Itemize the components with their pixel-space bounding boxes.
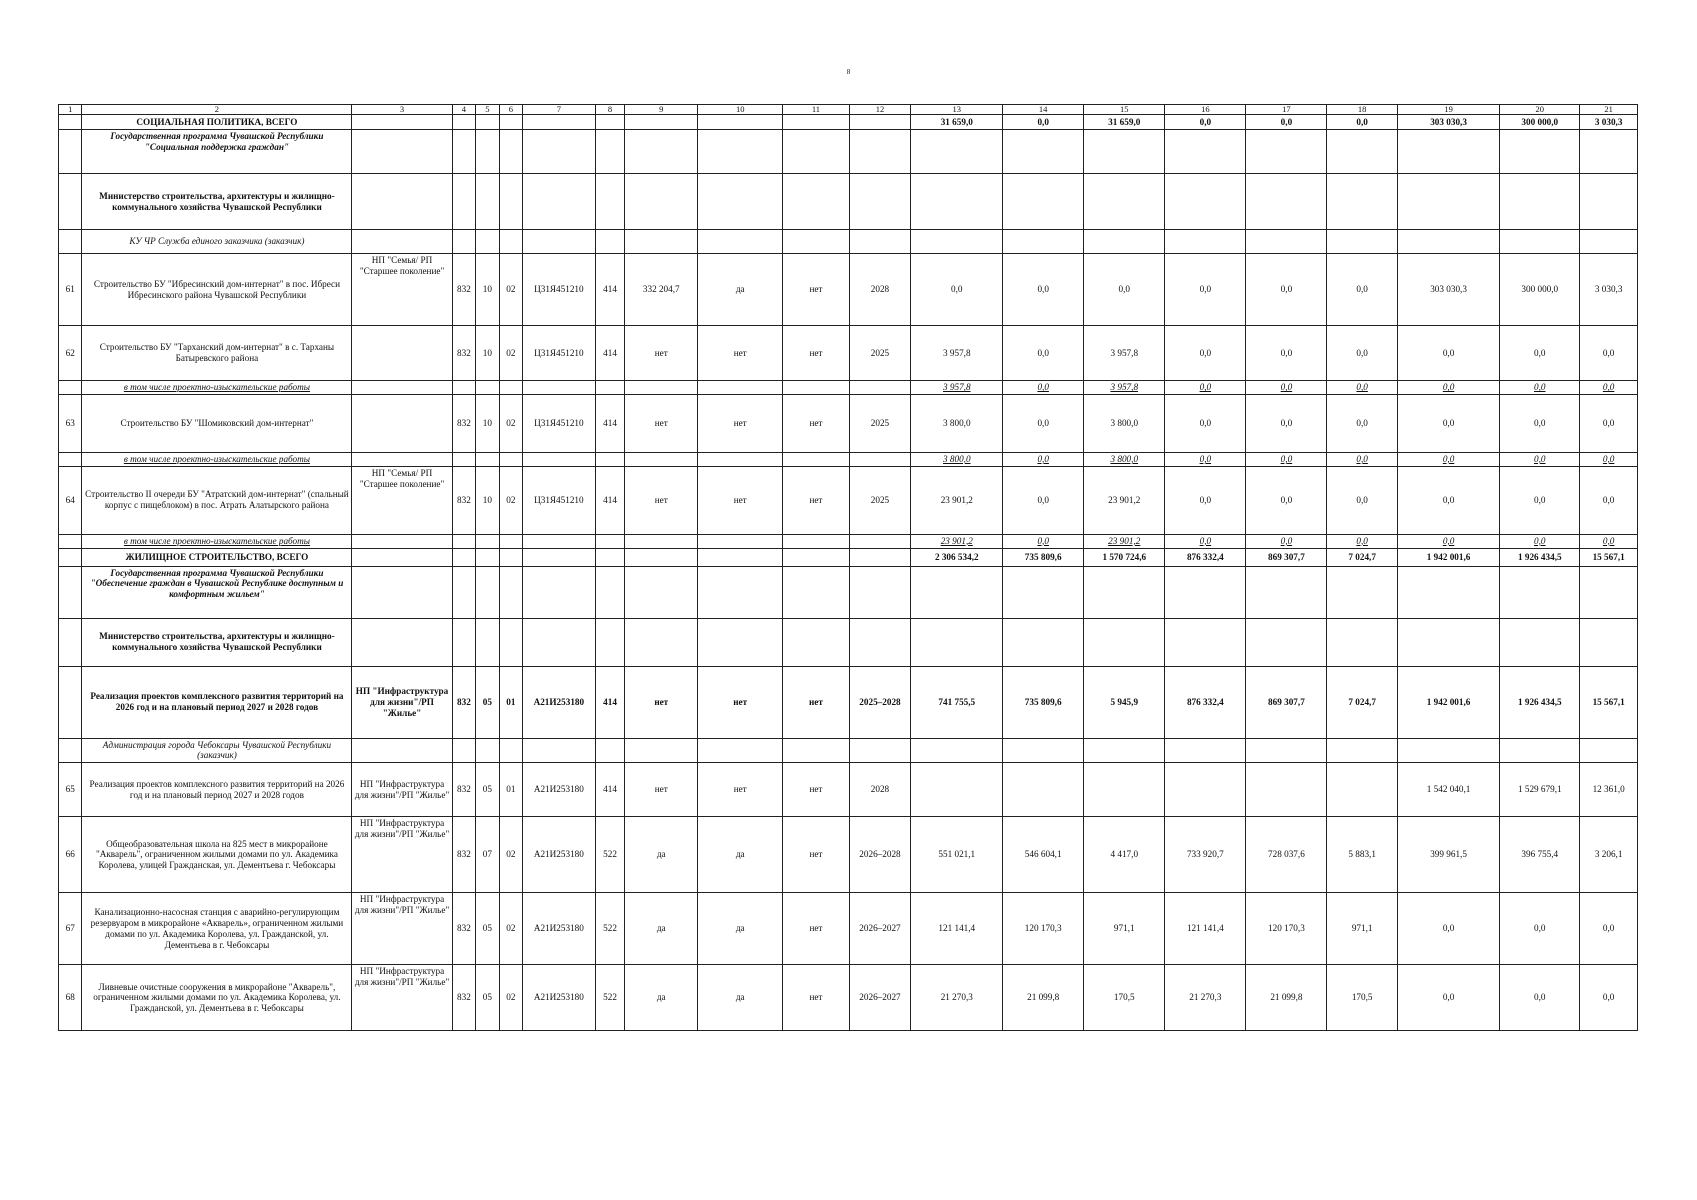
cell: 0,0 [1397, 394, 1499, 452]
col-num: 21 [1580, 105, 1638, 115]
total-value: 31 659,0 [911, 115, 1003, 130]
cell: 832 [452, 326, 475, 381]
object-name: Канализационно-насосная станция с аварийно-регулирующим резервуаром в микрорайоне «Акварель», ограниченном жилыми домами по ул. Академика Королева, ул. Гражданской, ул. Дементьева в г. Чебоксары [82, 893, 352, 965]
cell: 0,0 [1165, 381, 1246, 395]
cell: 546 604,1 [1003, 817, 1084, 893]
cell: 414 [595, 326, 625, 381]
cell: 10 [476, 466, 499, 534]
col-num: 14 [1003, 105, 1084, 115]
ministry-row [59, 618, 1638, 666]
customer-name: КУ ЧР Служба единого заказчика (заказчик) [82, 230, 352, 254]
cell: 7 024,7 [1327, 666, 1397, 738]
cell: 0,0 [1327, 394, 1397, 452]
cell: 2026–2027 [849, 965, 911, 1031]
cell: 0,0 [1397, 452, 1499, 466]
cell: 3 957,8 [911, 381, 1003, 395]
cell: 01 [499, 763, 522, 817]
cell: 02 [499, 893, 522, 965]
cell [1165, 763, 1246, 817]
cell: 02 [499, 326, 522, 381]
cell: А21И253180 [523, 817, 596, 893]
cell: нет [698, 326, 783, 381]
ministry-name: Министерство строительства, архитектуры и жилищно-коммунального хозяйства Чувашской Республики [82, 174, 352, 230]
cell: 414 [595, 466, 625, 534]
cell: 0,0 [1246, 534, 1327, 548]
subrow-label: в том числе проектно-изыскательские работы [82, 534, 352, 548]
cell [1246, 763, 1327, 817]
cell: да [625, 893, 698, 965]
cell: да [625, 965, 698, 1031]
cell: нет [698, 763, 783, 817]
col-num: 3 [352, 105, 452, 115]
cell: 832 [452, 893, 475, 965]
project-name: НП "Инфраструктура для жизни"/РП "Жилье" [352, 666, 452, 738]
investment-table [58, 104, 1638, 1031]
subrow-design-works [59, 452, 1638, 466]
cell: 0,0 [1397, 965, 1499, 1031]
cell: 3 800,0 [1084, 394, 1165, 452]
row-number: 62 [59, 326, 82, 381]
col-num: 4 [452, 105, 475, 115]
cell: 0,0 [1246, 394, 1327, 452]
cell: 120 170,3 [1246, 893, 1327, 965]
program-row [59, 130, 1638, 174]
cell: 0,0 [1165, 452, 1246, 466]
table-row [59, 817, 1638, 893]
total-value: 3 030,3 [1580, 115, 1638, 130]
cell [1327, 763, 1397, 817]
cell: 12 361,0 [1580, 763, 1638, 817]
cell: 2025–2028 [849, 666, 911, 738]
cell [1084, 763, 1165, 817]
total-value: 2 306 534,2 [911, 548, 1003, 566]
project-name: НП "Инфраструктура для жизни"/РП "Жилье" [352, 965, 452, 1031]
col-num: 8 [595, 105, 625, 115]
customer-row [59, 230, 1638, 254]
cell: 23 901,2 [1084, 466, 1165, 534]
cell: да [698, 254, 783, 326]
cell [911, 763, 1003, 817]
project-name: НП "Инфраструктура для жизни"/РП "Жилье" [352, 817, 452, 893]
table-row [59, 326, 1638, 381]
subrow-design-works [59, 381, 1638, 395]
cell: 0,0 [1580, 893, 1638, 965]
subrow-label: в том числе проектно-изыскательские работы [82, 381, 352, 395]
total-value: 1 942 001,6 [1397, 548, 1499, 566]
cell: 0,0 [1246, 452, 1327, 466]
cell: 0,0 [1397, 326, 1499, 381]
row-number: 64 [59, 466, 82, 534]
cell: 832 [452, 817, 475, 893]
cell: нет [783, 666, 849, 738]
cell: 0,0 [1246, 381, 1327, 395]
cell: 0,0 [1500, 965, 1580, 1031]
cell: 522 [595, 965, 625, 1031]
cell: 414 [595, 763, 625, 817]
total-value: 0,0 [1165, 115, 1246, 130]
total-value: 15 567,1 [1580, 548, 1638, 566]
cell: нет [625, 326, 698, 381]
cell: 0,0 [1500, 466, 1580, 534]
project-name: НП "Инфраструктура для жизни"/РП "Жилье" [352, 763, 452, 817]
cell: 0,0 [1500, 394, 1580, 452]
cell: 3 957,8 [1084, 381, 1165, 395]
cell: 2028 [849, 254, 911, 326]
cell: нет [698, 466, 783, 534]
cell: 0,0 [1500, 452, 1580, 466]
cell: 832 [452, 965, 475, 1031]
cell: 0,0 [1003, 326, 1084, 381]
cell: 02 [499, 817, 522, 893]
cell: 0,0 [1003, 381, 1084, 395]
cell: 396 755,4 [1500, 817, 1580, 893]
cell: 0,0 [1580, 394, 1638, 452]
cell [1003, 763, 1084, 817]
cell: 05 [476, 666, 499, 738]
total-value: 735 809,6 [1003, 548, 1084, 566]
cell: нет [783, 254, 849, 326]
cell: 05 [476, 965, 499, 1031]
cell: 02 [499, 394, 522, 452]
cell: 0,0 [1580, 965, 1638, 1031]
col-num: 15 [1084, 105, 1165, 115]
cell: 10 [476, 326, 499, 381]
object-name: Общеобразовательная школа на 825 мест в микрорайоне "Акварель", ограниченном жилыми домами по ул. Академика Королева, улицей Гражданская, ул. Дементьева г. Чебоксары [82, 817, 352, 893]
project-name: НП "Семья/ РП "Старшее поколение" [352, 466, 452, 534]
cell: 0,0 [1327, 326, 1397, 381]
cell: 0,0 [1580, 466, 1638, 534]
row-number: 65 [59, 763, 82, 817]
object-name: Строительство БУ "Тарханский дом-интернат" в с. Тарханы Батыревского района [82, 326, 352, 381]
col-num: 7 [523, 105, 596, 115]
cell: 3 957,8 [1084, 326, 1165, 381]
cell: да [698, 893, 783, 965]
cell: 0,0 [1246, 326, 1327, 381]
cell: 0,0 [1246, 254, 1327, 326]
cell: 869 307,7 [1246, 666, 1327, 738]
cell: нет [625, 763, 698, 817]
table-row [59, 394, 1638, 452]
cell: 735 809,6 [1003, 666, 1084, 738]
cell: 2026–2027 [849, 893, 911, 965]
col-num: 12 [849, 105, 911, 115]
cell: 0,0 [1397, 381, 1499, 395]
object-name: Строительство БУ "Ибресинский дом-интернат" в пос. Ибреси Ибресинского района Чувашской Республики [82, 254, 352, 326]
column-number-row [59, 105, 1638, 115]
col-num: 13 [911, 105, 1003, 115]
program-name: Государственная программа Чувашской Республики "Социальная поддержка граждан" [82, 130, 352, 174]
cell: 0,0 [1580, 534, 1638, 548]
row-number: 67 [59, 893, 82, 965]
table-row [59, 466, 1638, 534]
cell: 733 920,7 [1165, 817, 1246, 893]
table-row [59, 763, 1638, 817]
col-num: 16 [1165, 105, 1246, 115]
total-value: 7 024,7 [1327, 548, 1397, 566]
cell: нет [783, 466, 849, 534]
row-number: 66 [59, 817, 82, 893]
cell: 3 800,0 [911, 452, 1003, 466]
cell: 0,0 [1327, 452, 1397, 466]
cell: 0,0 [1397, 466, 1499, 534]
cell: 0,0 [1003, 452, 1084, 466]
project-name: НП "Инфраструктура для жизни"/РП "Жилье" [352, 893, 452, 965]
cell: 0,0 [1580, 452, 1638, 466]
table-row [59, 666, 1638, 738]
project-name [352, 326, 452, 381]
cell: 121 141,4 [1165, 893, 1246, 965]
cell: 21 270,3 [911, 965, 1003, 1031]
cell: 0,0 [1003, 534, 1084, 548]
object-name: Строительство БУ "Шомиковский дом-интернат" [82, 394, 352, 452]
customer-row [59, 738, 1638, 763]
cell: 1 529 679,1 [1500, 763, 1580, 817]
row-number: 63 [59, 394, 82, 452]
cell: 0,0 [1165, 466, 1246, 534]
cell: 121 141,4 [911, 893, 1003, 965]
cell: А21И253180 [523, 666, 596, 738]
cell: 21 099,8 [1003, 965, 1084, 1031]
cell: 4 417,0 [1084, 817, 1165, 893]
col-num: 17 [1246, 105, 1327, 115]
cell: 0,0 [1165, 534, 1246, 548]
total-value: 300 000,0 [1500, 115, 1580, 130]
cell: 0,0 [1246, 466, 1327, 534]
cell: 05 [476, 893, 499, 965]
cell: 551 021,1 [911, 817, 1003, 893]
cell: 21 270,3 [1165, 965, 1246, 1031]
object-name: Строительство II очереди БУ "Атратский дом-интернат" (спальный корпус с пищеблоком) в пос. Атрать Алатырского района [82, 466, 352, 534]
table-row [59, 254, 1638, 326]
program-name: Государственная программа Чувашской Республики "Обеспечение граждан в Чувашской Республике доступным и комфортным жильем" [82, 566, 352, 618]
col-num: 11 [783, 105, 849, 115]
object-name: Реализация проектов комплексного развития территорий на 2026 год и на плановый период 2027 и 2028 годов [82, 666, 352, 738]
cell: 3 800,0 [911, 394, 1003, 452]
cell: нет [783, 394, 849, 452]
col-num: 20 [1500, 105, 1580, 115]
cell: 0,0 [1003, 254, 1084, 326]
total-value: 876 332,4 [1165, 548, 1246, 566]
col-num: 1 [59, 105, 82, 115]
cell: А21И253180 [523, 763, 596, 817]
col-num: 6 [499, 105, 522, 115]
cell: 0,0 [1580, 381, 1638, 395]
total-value: 0,0 [1246, 115, 1327, 130]
program-row [59, 566, 1638, 618]
project-name [352, 394, 452, 452]
cell: 02 [499, 254, 522, 326]
cell: нет [625, 394, 698, 452]
cell: Ц31Я451210 [523, 466, 596, 534]
cell: 10 [476, 254, 499, 326]
cell: 07 [476, 817, 499, 893]
table-row [59, 965, 1638, 1031]
cell: 0,0 [1327, 534, 1397, 548]
cell: 300 000,0 [1500, 254, 1580, 326]
cell: 3 206,1 [1580, 817, 1638, 893]
cell: 832 [452, 466, 475, 534]
cell: 832 [452, 394, 475, 452]
cell: 971,1 [1084, 893, 1165, 965]
section-title: ЖИЛИЩНОЕ СТРОИТЕЛЬСТВО, ВСЕГО [82, 548, 352, 566]
total-value: 869 307,7 [1246, 548, 1327, 566]
cell: 414 [595, 666, 625, 738]
cell: 02 [499, 466, 522, 534]
cell: 971,1 [1327, 893, 1397, 965]
cell: 0,0 [1500, 326, 1580, 381]
cell: 0,0 [1580, 326, 1638, 381]
cell: 0,0 [1327, 254, 1397, 326]
cell: 0,0 [911, 254, 1003, 326]
cell: 728 037,6 [1246, 817, 1327, 893]
col-num: 19 [1397, 105, 1499, 115]
cell: нет [783, 893, 849, 965]
cell: 21 099,8 [1246, 965, 1327, 1031]
cell: 2025 [849, 326, 911, 381]
cell: нет [783, 817, 849, 893]
total-value: 0,0 [1003, 115, 1084, 130]
customer-name: Администрация города Чебоксары Чувашской Республики (заказчик) [82, 738, 352, 763]
ministry-name: Министерство строительства, архитектуры и жилищно-коммунального хозяйства Чувашской Республики [82, 618, 352, 666]
section-total-row [59, 548, 1638, 566]
col-num: 2 [82, 105, 352, 115]
cell: 2026–2028 [849, 817, 911, 893]
cell: нет [783, 965, 849, 1031]
cell: 23 901,2 [1084, 534, 1165, 548]
cell: Ц31Я451210 [523, 326, 596, 381]
section-total-row [59, 115, 1638, 130]
cell: 0,0 [1003, 394, 1084, 452]
cell: 15 567,1 [1580, 666, 1638, 738]
ministry-row [59, 174, 1638, 230]
cell: 2028 [849, 763, 911, 817]
cell: нет [698, 394, 783, 452]
cell: да [625, 817, 698, 893]
cell: 0,0 [1165, 326, 1246, 381]
cell: нет [698, 666, 783, 738]
cell: 0,0 [1327, 381, 1397, 395]
cell: 0,0 [1165, 394, 1246, 452]
cell: 05 [476, 763, 499, 817]
cell: 522 [595, 893, 625, 965]
cell: 832 [452, 763, 475, 817]
cell: 2025 [849, 466, 911, 534]
cell: 1 926 434,5 [1500, 666, 1580, 738]
cell: Ц31Я451210 [523, 394, 596, 452]
cell: 832 [452, 666, 475, 738]
cell: 120 170,3 [1003, 893, 1084, 965]
object-name: Ливневые очистные сооружения в микрорайоне "Акварель", ограниченном жилыми домами по ул. Академика Королева, ул. Гражданской, ул. Дементьева в г. Чебоксары [82, 965, 352, 1031]
subrow-label: в том числе проектно-изыскательские работы [82, 452, 352, 466]
cell: 414 [595, 254, 625, 326]
cell: 876 332,4 [1165, 666, 1246, 738]
cell: нет [625, 466, 698, 534]
cell: 0,0 [1165, 254, 1246, 326]
cell: 0,0 [1500, 534, 1580, 548]
page-number: 8 [846, 68, 851, 76]
cell: 741 755,5 [911, 666, 1003, 738]
cell: 3 957,8 [911, 326, 1003, 381]
cell: 01 [499, 666, 522, 738]
total-value: 0,0 [1327, 115, 1397, 130]
cell: 2025 [849, 394, 911, 452]
section-title: СОЦИАЛЬНАЯ ПОЛИТИКА, ВСЕГО [82, 115, 352, 130]
total-value: 1 926 434,5 [1500, 548, 1580, 566]
cell: 332 204,7 [625, 254, 698, 326]
total-value: 303 030,3 [1397, 115, 1499, 130]
cell: Ц31Я451210 [523, 254, 596, 326]
col-num: 10 [698, 105, 783, 115]
cell: 414 [595, 394, 625, 452]
cell: 02 [499, 965, 522, 1031]
cell: 0,0 [1084, 254, 1165, 326]
cell: 10 [476, 394, 499, 452]
col-num: 5 [476, 105, 499, 115]
cell: 0,0 [1500, 893, 1580, 965]
subrow-design-works [59, 534, 1638, 548]
table-row [59, 893, 1638, 965]
cell: нет [625, 666, 698, 738]
cell: А21И253180 [523, 965, 596, 1031]
col-num: 18 [1327, 105, 1397, 115]
cell: 5 945,9 [1084, 666, 1165, 738]
cell: А21И253180 [523, 893, 596, 965]
cell: 23 901,2 [911, 534, 1003, 548]
cell: 0,0 [1500, 381, 1580, 395]
col-num: 9 [625, 105, 698, 115]
cell: 170,5 [1084, 965, 1165, 1031]
cell: 522 [595, 817, 625, 893]
cell: 1 542 040,1 [1397, 763, 1499, 817]
cell: да [698, 817, 783, 893]
cell: 5 883,1 [1327, 817, 1397, 893]
cell: 0,0 [1397, 893, 1499, 965]
cell: нет [783, 326, 849, 381]
cell: 3 800,0 [1084, 452, 1165, 466]
row-number: 68 [59, 965, 82, 1031]
project-name: НП "Семья/ РП "Старшее поколение" [352, 254, 452, 326]
total-value: 1 570 724,6 [1084, 548, 1165, 566]
cell: 0,0 [1327, 466, 1397, 534]
row-number: 61 [59, 254, 82, 326]
cell: 0,0 [1397, 534, 1499, 548]
cell: 303 030,3 [1397, 254, 1499, 326]
cell: 23 901,2 [911, 466, 1003, 534]
cell: 399 961,5 [1397, 817, 1499, 893]
cell: 170,5 [1327, 965, 1397, 1031]
cell: да [698, 965, 783, 1031]
cell: 3 030,3 [1580, 254, 1638, 326]
total-value: 31 659,0 [1084, 115, 1165, 130]
cell: 0,0 [1003, 466, 1084, 534]
object-name: Реализация проектов комплексного развития территорий на 2026 год и на плановый период 2027 и 2028 годов [82, 763, 352, 817]
cell: 1 942 001,6 [1397, 666, 1499, 738]
cell: нет [783, 763, 849, 817]
cell: 832 [452, 254, 475, 326]
